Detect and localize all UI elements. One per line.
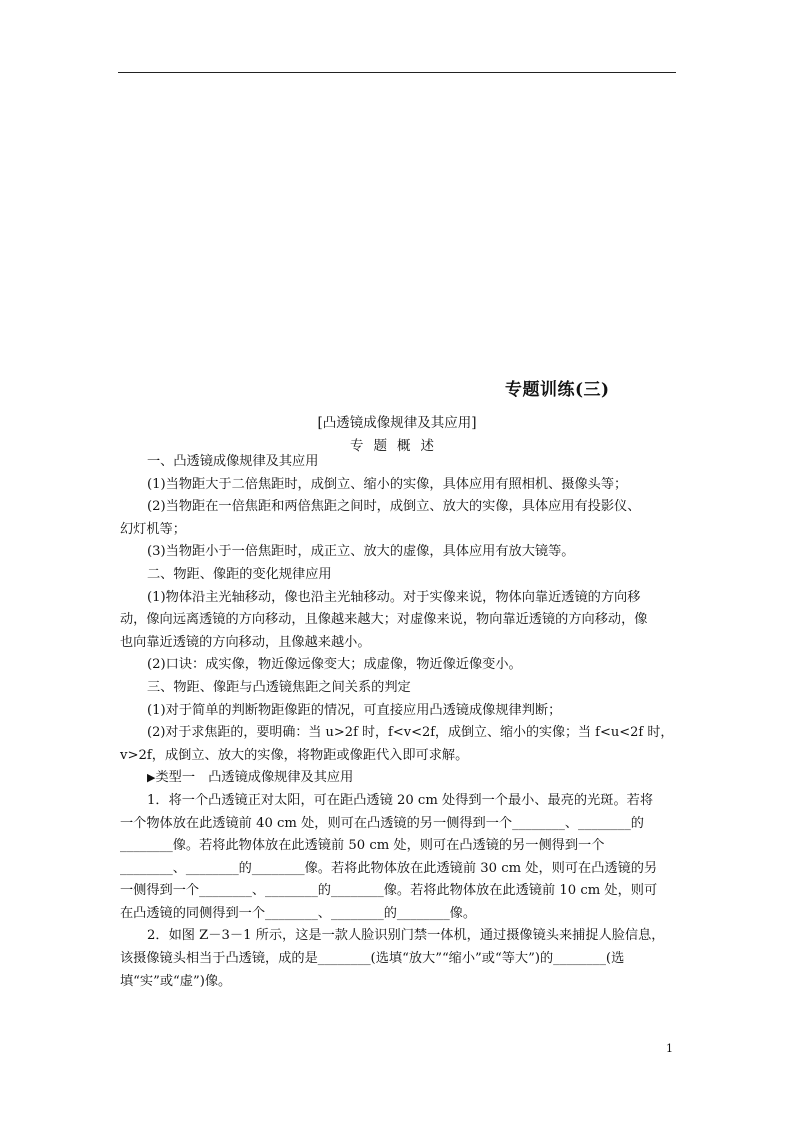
section-2-item-2: (2)口诀：成实像，物近像远像变大；成虚像，物近像近像变小。 (147, 657, 522, 673)
type-1-heading (120, 767, 676, 790)
page-number: 1 (666, 1042, 673, 1055)
overview-heading: 专题概述 (350, 438, 444, 454)
section-1-item-2-line-2: 幻灯机等； (120, 521, 186, 537)
type-1-label: 类型一 凸透镜成像规律及其应用 (155, 770, 354, 786)
section-3-item-2-line-2: v>2f，成倒立、放大的实像，将物距或像距代入即可求解。 (120, 747, 469, 763)
header-rule (118, 72, 676, 73)
section-1-item-3: (3)当物距小于一倍焦距时，成正立、放大的虚像，具体应用有放大镜等。 (147, 544, 575, 560)
section-2-item-1-line-1: (1)物体沿主光轴移动，像也沿主光轴移动。对于实像来说，物体向靠近透镜的方向移 (147, 589, 641, 605)
question-2-line-1: 2．如图 Z－3－1 所示，这是一款人脸识别门禁一体机，通过摄像镜头来捕捉人脸信息， (147, 928, 665, 944)
question-2-line-2: 该摄像镜头相当于凸透镜，成的是________(选填“放大”“缩小”或“等大”)的________(选 (120, 951, 625, 967)
question-1-line-1: 1．将一个凸透镜正对太阳，可在距凸透镜 20 cm 处得到一个最小、最亮的光斑。若将 (147, 792, 654, 808)
section-1-item-2-line-1: (2)当物距在一倍焦距和两倍焦距之间时，成倒立、放大的实像，具体应用有投影仪、 (147, 499, 641, 515)
question-1-line-4: ________、________的________像。若将此物体放在此透镜前 30 cm 处，则可在凸透镜的另 (120, 860, 658, 876)
section-1-heading: 一、凸透镜成像规律及其应用 (147, 454, 319, 469)
section-3-item-1: (1)对于简单的判断物距像距的情况，可直接应用凸透镜成像规律判断； (147, 702, 562, 718)
topic-subtitle: [凸透镜成像规律及其应用] (317, 415, 477, 431)
section-2-heading: 二、物距、像距的变化规律应用 (147, 566, 332, 582)
question-1-line-3: ________像。若将此物体放在此透镜前 50 cm 处，则可在凸透镜的另一侧得到一个 (120, 838, 605, 854)
document-body (120, 451, 676, 993)
section-2-item-1-line-3: 也向靠近透镜的方向移动，且像越来越小。 (120, 634, 371, 650)
section-3-item-2-line-1: (2)对于求焦距的，要明确：当 u>2f 时，f<v<2f，成倒立、缩小的实像；当 f<u<2f 时， (147, 725, 674, 741)
question-1-line-2: 一个物体放在此透镜前 40 cm 处，则可在凸透镜的另一侧得到一个________、________的 (120, 815, 644, 831)
document-title: 专题训练(三) (505, 380, 610, 400)
section-3-heading: 三、物距、像距与凸透镜焦距之间关系的判定 (147, 679, 411, 695)
section-1-item-1: (1)当物距大于二倍焦距时，成倒立、缩小的实像，具体应用有照相机、摄像头等； (147, 476, 628, 492)
question-1-line-6: 在凸透镜的同侧得到一个________、________的________像。 (120, 905, 477, 921)
section-2-item-1-line-2: 动，像向远离透镜的方向移动，且像越来越大；对虚像来说，物向靠近透镜的方向移动，像 (120, 612, 648, 628)
question-2-line-3: 填“实”或“虚”)像。 (120, 973, 232, 989)
question-1-line-5: 一侧得到一个________、________的________像。若将此物体放在此透镜前 10 cm 处，则可 (120, 883, 658, 899)
triangle-marker-icon: ▶ (147, 771, 156, 785)
